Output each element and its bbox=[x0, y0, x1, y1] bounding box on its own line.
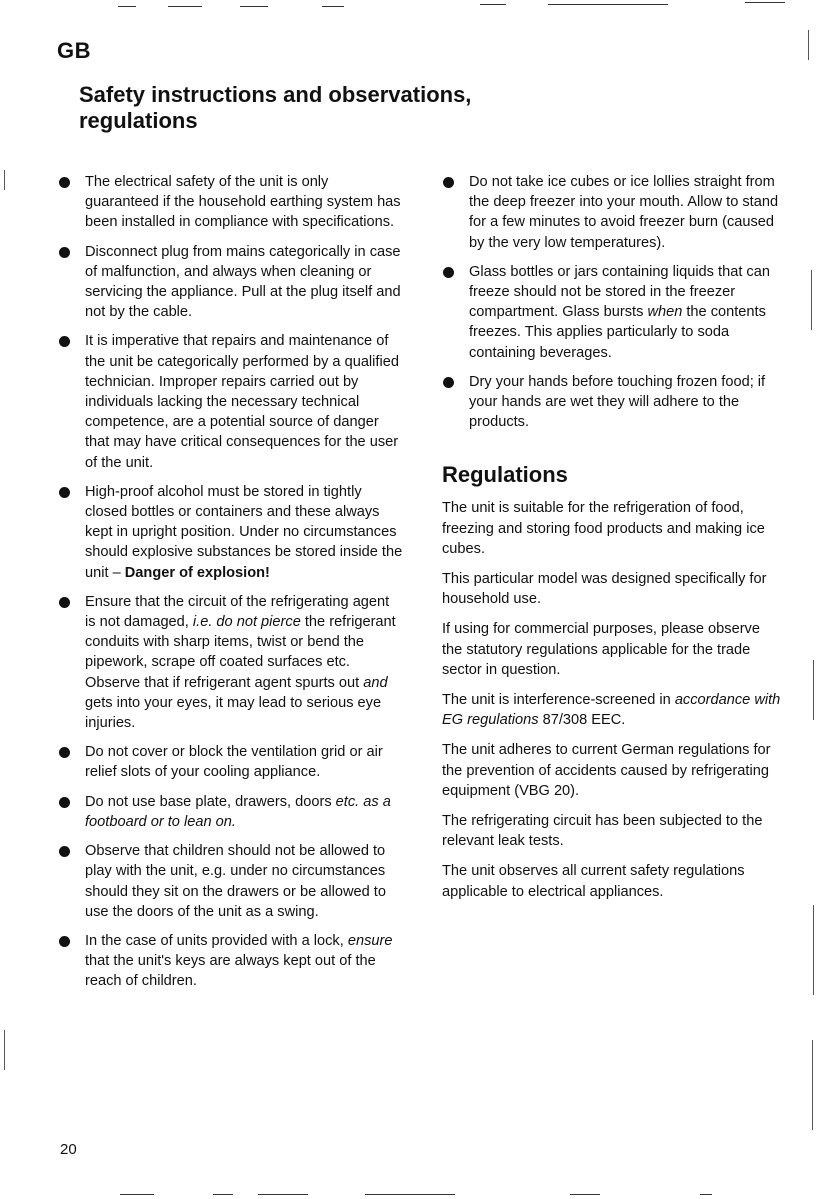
bullet-icon bbox=[59, 747, 70, 758]
safety-item-ice-cubes: Do not take ice cubes or ice lollies straight from the deep freezer into your mouth. Allow to stand for a few minutes to avoid freezer burn (caused by the very low temperatures). bbox=[442, 172, 782, 253]
bullet-icon bbox=[59, 336, 70, 347]
scan-mark bbox=[811, 270, 812, 330]
scan-mark bbox=[4, 170, 5, 190]
bullet-icon bbox=[59, 597, 70, 608]
bullet-icon bbox=[59, 936, 70, 947]
scan-mark bbox=[700, 1194, 712, 1195]
scan-mark bbox=[258, 1194, 308, 1195]
safety-item-children: Observe that children should not be allowed to play with the unit, e.g. under no circumstances should they sit on the drawers or be allowed to use the doors of the unit as a swing. bbox=[58, 841, 403, 922]
scan-mark bbox=[813, 905, 814, 995]
bullet-icon bbox=[59, 487, 70, 498]
safety-item-disconnect: Disconnect plug from mains categorically in case of malfunction, and always when cleaning or servicing the appliance. Pull at the plug itself and not by the cable. bbox=[58, 242, 403, 323]
regulations-paragraph: If using for commercial purposes, please observe the statutory regulations applicable for the trade sector in question. bbox=[442, 621, 760, 678]
regulations-heading: Regulations bbox=[442, 462, 568, 488]
safety-item-lock: In the case of units provided with a lock, ensure that the unit's keys are always kept out of the reach of children. bbox=[58, 931, 403, 992]
scan-mark bbox=[240, 6, 268, 7]
page-title: Safety instructions and observations, regulations bbox=[79, 82, 472, 133]
scan-mark bbox=[118, 6, 136, 7]
explosion-warning: Danger of explosion! bbox=[124, 564, 270, 581]
safety-item-refrigerant: Ensure that the circuit of the refrigerating agent is not damaged, i.e. do not pierce the refrigerant conduits with sharp items, twist or bend the pipework, scrape off coated surfaces etc. Observe that if refrigerant agent spurts out and gets into your eyes, it may lead to serious eye injuries. bbox=[58, 592, 403, 733]
scan-mark bbox=[570, 1194, 600, 1195]
scan-mark bbox=[480, 4, 506, 5]
safety-item-earthing: The electrical safety of the unit is only guaranteed if the household earthing system has been installed in compliance with specifications. bbox=[58, 172, 403, 233]
regulations-paragraph: This particular model was designed specifically for household use. bbox=[442, 571, 767, 608]
scan-mark bbox=[812, 1040, 813, 1130]
scan-mark bbox=[4, 1030, 5, 1070]
scan-mark bbox=[322, 6, 344, 7]
safety-item-dry-hands: Dry your hands before touching frozen food; if your hands are wet they will adhere to the products. bbox=[442, 372, 782, 433]
safety-item-ventilation: Do not cover or block the ventilation grid or air relief slots of your cooling appliance. bbox=[58, 742, 403, 782]
safety-item-repairs: It is imperative that repairs and maintenance of the unit be categorically performed by a qualified technician. Improper repairs carried out by individuals lacking the necessary technical competence, are a potential source of danger that may have critical consequences for the user of the unit. bbox=[58, 331, 403, 472]
left-column bbox=[58, 172, 403, 1001]
bullet-icon bbox=[443, 377, 454, 388]
safety-item-glass-bottles: Glass bottles or jars containing liquids that can freeze should not be stored in the freezer compartment. Glass bursts when the contents freezes. This applies particularly to soda containing beverages. bbox=[442, 262, 782, 363]
language-code: GB bbox=[57, 38, 91, 63]
right-column bbox=[442, 172, 782, 912]
scan-mark bbox=[120, 1194, 154, 1195]
safety-list bbox=[58, 172, 403, 992]
scan-mark bbox=[745, 2, 785, 3]
bullet-icon bbox=[443, 267, 454, 278]
scan-mark bbox=[548, 4, 668, 5]
bullet-icon bbox=[443, 177, 454, 188]
regulations-paragraph: The unit is suitable for the refrigeration of food, freezing and storing food products and making ice cubes. bbox=[442, 500, 765, 557]
safety-list-continued bbox=[442, 172, 782, 432]
regulations-paragraph: The refrigerating circuit has been subjected to the relevant leak tests. bbox=[442, 813, 763, 850]
scan-mark bbox=[808, 30, 809, 60]
regulations-paragraph: The unit is interference-screened in accordance with EG regulations 87/308 EEC. bbox=[442, 692, 781, 729]
bullet-icon bbox=[59, 247, 70, 258]
safety-item-footboard: Do not use base plate, drawers, doors etc. as a footboard or to lean on. bbox=[58, 792, 403, 832]
regulations-paragraph: The unit adheres to current German regulations for the prevention of accidents caused by refrigerating equipment (VBG 20). bbox=[442, 742, 771, 799]
bullet-icon bbox=[59, 797, 70, 808]
safety-item-alcohol: High-proof alcohol must be stored in tightly closed bottles or containers and these always kept in upright position. Under no circumstances should explosive substances be stored inside the unit – Danger of explosion! bbox=[58, 482, 403, 583]
page-number: 20 bbox=[60, 1141, 77, 1158]
scan-mark bbox=[168, 6, 202, 7]
bullet-icon bbox=[59, 846, 70, 857]
regulations-paragraph: The unit observes all current safety regulations applicable to electrical appliances. bbox=[442, 863, 745, 900]
scan-mark bbox=[213, 1194, 233, 1195]
bullet-icon bbox=[59, 177, 70, 188]
scan-mark bbox=[813, 660, 814, 720]
scan-mark bbox=[365, 1194, 455, 1195]
